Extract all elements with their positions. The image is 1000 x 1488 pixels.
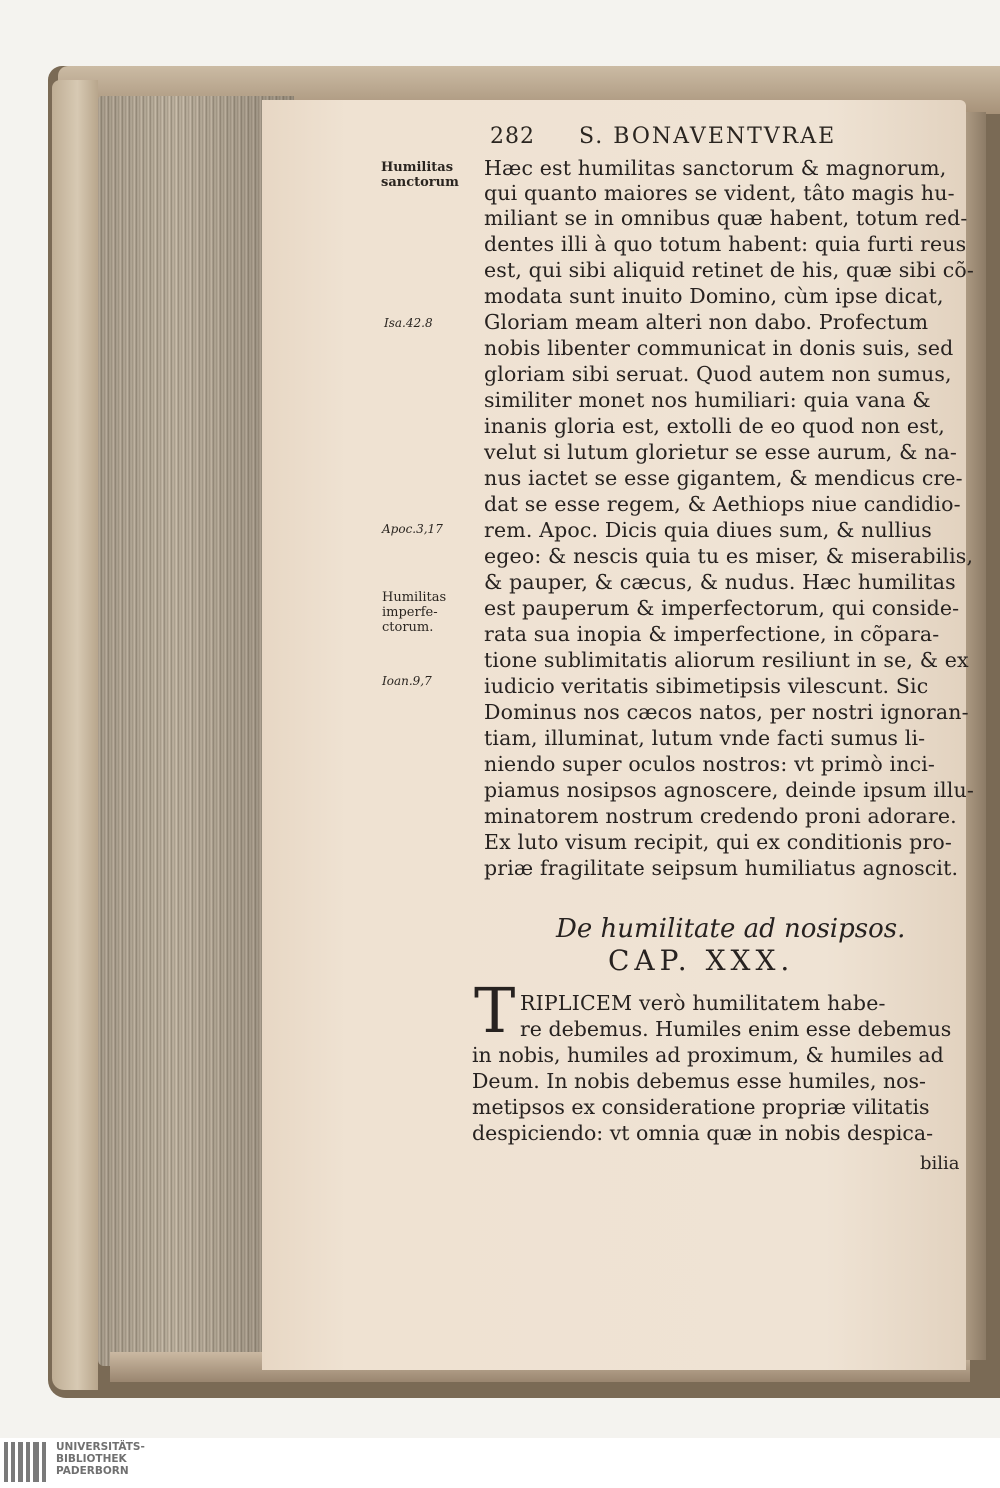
text-line: similiter monet nos humiliari: quia vana & — [484, 388, 931, 412]
marginal-reference: Ioan.9,7 — [382, 674, 432, 688]
chapter-text-line: in nobis, humiles ad proximum, & humiles ad — [472, 1043, 944, 1067]
text-line: nobis libenter communicat in donis suis, sed — [484, 336, 954, 360]
book-cover-edge — [52, 80, 98, 1390]
text-line: Gloriam meam alteri non dabo. Profectum — [484, 310, 929, 334]
marginal-note: Humilitas imperfe- ctorum. — [382, 590, 447, 635]
text-line: iudicio veritatis sibimetipsis vilescunt. Sic — [484, 674, 929, 698]
text-line: priæ fragilitate seipsum humiliatus agnoscit. — [484, 856, 959, 880]
text-line: inanis gloria est, extolli de eo quod non est, — [484, 414, 945, 438]
chapter-number: CAP. XXX. — [608, 944, 795, 977]
text-line: Dominus nos cæcos natos, per nostri ignoran- — [484, 700, 969, 724]
chapter-text-line: re debemus. Humiles enim esse debemus — [520, 1017, 952, 1041]
drop-cap: T — [474, 974, 516, 1047]
library-logo-text — [56, 1441, 145, 1477]
text-line: Hæc est humilitas sanctorum & magnorum, — [484, 156, 947, 180]
text-line: piamus nosipsos agnoscere, deinde ipsum illu- — [484, 778, 974, 802]
text-line: rata sua inopia & imperfectione, in cõpara- — [484, 622, 940, 646]
logo-line: BIBLIOTHEK — [56, 1453, 127, 1465]
logo-line: PADERBORN — [56, 1465, 129, 1477]
text-line: est pauperum & imperfectorum, qui conside- — [484, 596, 960, 620]
text-line: est, qui sibi aliquid retinet de his, quæ sibi cõ- — [484, 258, 974, 282]
text-line: velut si lutum glorietur se esse aurum, & na- — [484, 440, 957, 464]
text-line: & pauper, & cæcus, & nudus. Hæc humilitas — [484, 570, 956, 594]
marginal-reference: Apoc.3,17 — [382, 522, 443, 536]
text-line: rem. Apoc. Dicis quia diues sum, & nullius — [484, 518, 932, 542]
chapter-text-line: despiciendo: vt omnia quæ in nobis despica- — [472, 1121, 934, 1145]
text-line: modata sunt inuito Domino, cùm ipse dicat, — [484, 284, 944, 308]
text-line: gloriam sibi seruat. Quod autem non sumus, — [484, 362, 952, 386]
running-head — [490, 124, 836, 149]
logo-line: UNIVERSITÄTS- — [56, 1441, 145, 1453]
text-line: nus iactet se esse gigantem, & mendicus cre- — [484, 466, 963, 490]
marginal-note: Humilitas sanctorum — [381, 160, 459, 190]
text-line: Ex luto visum recipit, qui ex conditionis pro- — [484, 830, 952, 854]
text-line: miliant se in omnibus quæ habent, totum red- — [484, 206, 968, 230]
running-head-title: S. BONAVENTVRAE — [579, 124, 837, 149]
text-line: niendo super oculos nostros: vt primò inci- — [484, 752, 936, 776]
catchword: bilia — [920, 1153, 960, 1174]
text-line: tione sublimitatis aliorum resiliunt in se, & ex — [484, 648, 969, 672]
chapter-text-line: RIPLICEM verò humilitatem habe- — [520, 991, 886, 1015]
chapter-heading: De humilitate ad nosipsos. — [556, 914, 906, 944]
marginal-reference: Isa.42.8 — [384, 316, 433, 330]
text-line: tiam, illuminat, lutum vnde facti sumus li- — [484, 726, 926, 750]
text-line: qui quanto maiores se vident, tâto magis hu- — [484, 181, 955, 205]
chapter-text-line: Deum. In nobis debemus esse humiles, nos- — [472, 1069, 926, 1093]
text-line: egeo: & nescis quia tu es miser, & miserabilis, — [484, 544, 974, 568]
page-number: 282 — [490, 124, 535, 149]
chapter-text-line: metipsos ex consideratione propriæ vilitatis — [472, 1095, 930, 1119]
text-line: dentes illi à quo totum habent: quia furti reus — [484, 232, 967, 256]
footer-band — [0, 1438, 1000, 1488]
library-logo-icon — [4, 1442, 48, 1482]
text-line: dat se esse regem, & Aethiops niue candidio- — [484, 492, 961, 516]
text-line: minatorem nostrum credendo proni adorare. — [484, 804, 957, 828]
